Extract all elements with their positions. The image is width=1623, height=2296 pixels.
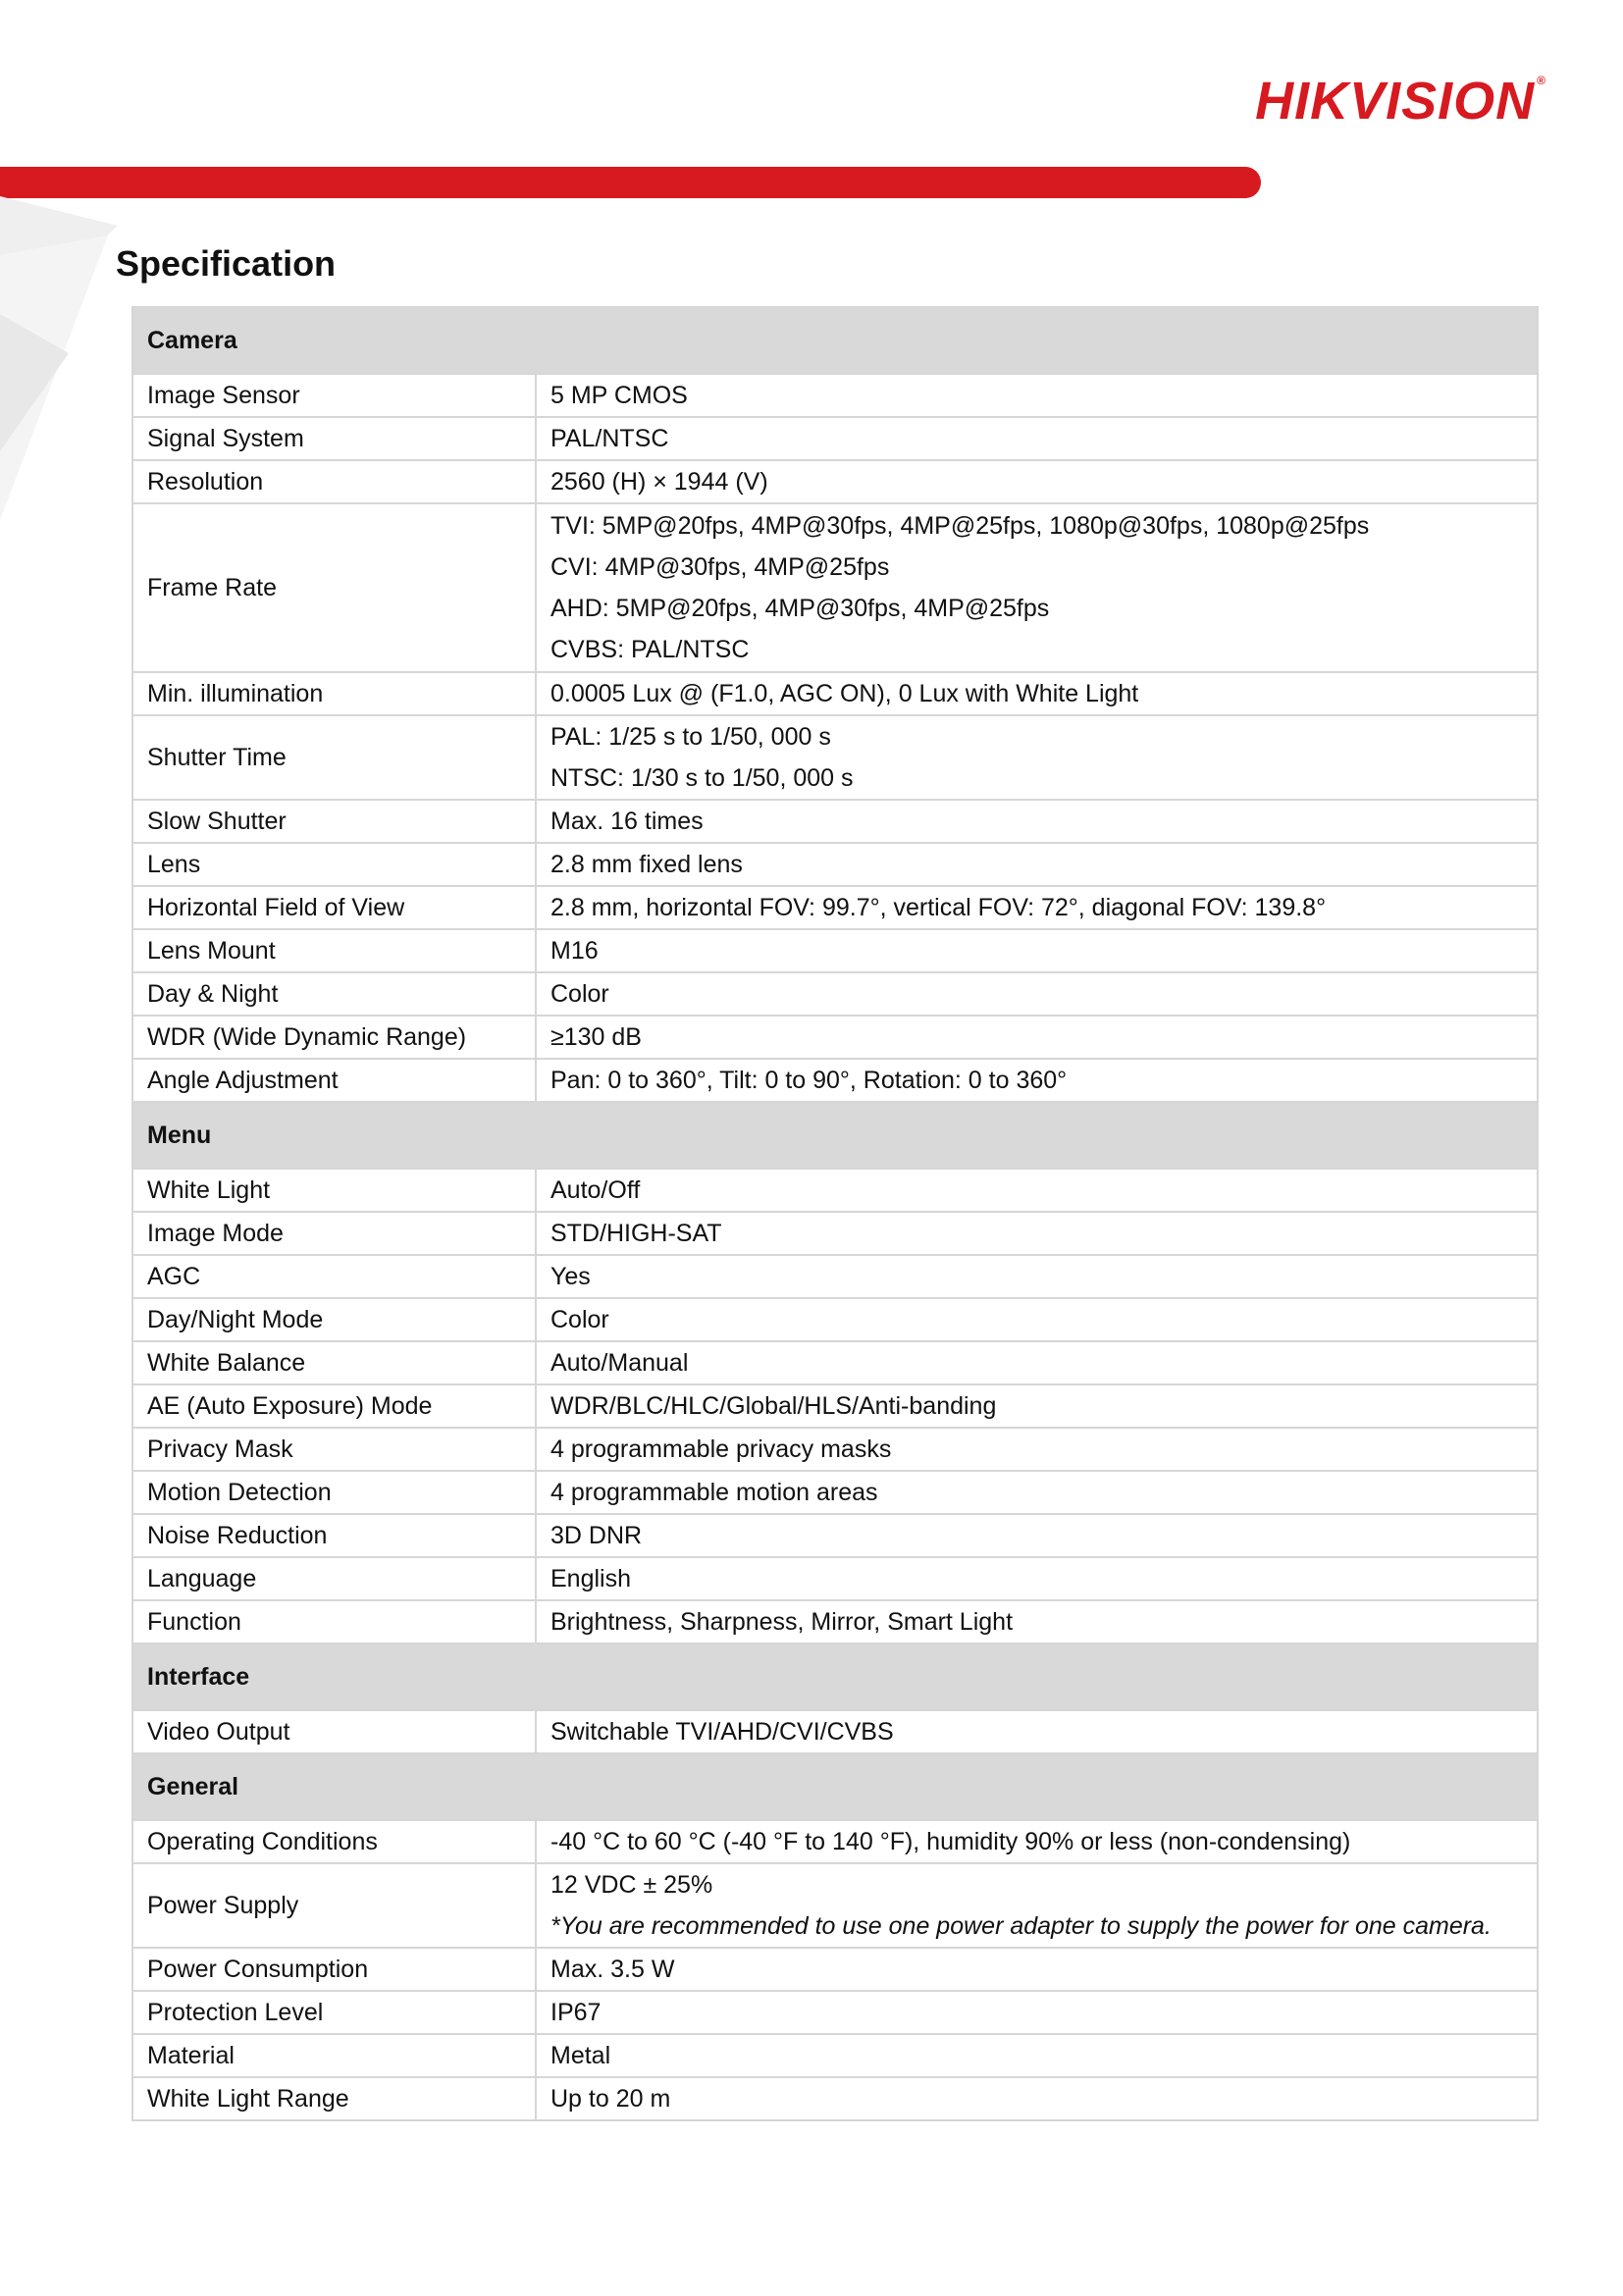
spec-key: AGC [132,1255,536,1298]
spec-key: Shutter Time [132,715,536,800]
section-header [132,1644,1538,1710]
spec-value: CVBS: PAL/NTSC [550,636,750,663]
registered-mark: ® [1537,74,1546,87]
spec-row [132,1341,1538,1384]
spec-value-cell [536,972,1538,1016]
spec-value: IP67 [550,1999,602,2026]
spec-row [132,715,1538,800]
section-title: General [132,1753,1538,1820]
spec-value-cell [536,1384,1538,1428]
spec-row [132,1384,1538,1428]
spec-value-cell [536,1471,1538,1514]
spec-value-cell [536,929,1538,972]
brand-logo-part2: VISION [1349,72,1536,130]
spec-key: Horizontal Field of View [132,886,536,929]
spec-value-cell [536,672,1538,715]
spec-value-cell [536,460,1538,503]
spec-value-cell [536,503,1538,672]
spec-value-cell [536,1991,1538,2034]
spec-value: 3D DNR [550,1522,643,1549]
spec-value: PAL/NTSC [550,425,669,452]
spec-key: Noise Reduction [132,1514,536,1557]
spec-value: PAL: 1/25 s to 1/50, 000 s [550,723,831,751]
spec-value: Auto/Manual [550,1349,689,1377]
spec-value-cell [536,1600,1538,1644]
spec-row [132,1820,1538,1863]
spec-value: STD/HIGH-SAT [550,1220,722,1247]
spec-key: Motion Detection [132,1471,536,1514]
spec-value: CVI: 4MP@30fps, 4MP@25fps [550,553,890,581]
spec-value: Auto/Off [550,1176,641,1204]
spec-value-cell [536,715,1538,800]
spec-key: Language [132,1557,536,1600]
spec-row [132,886,1538,929]
header-red-bar [0,167,1261,198]
spec-value-cell [536,1557,1538,1600]
spec-value-cell [536,886,1538,929]
spec-key: Signal System [132,417,536,460]
spec-key: AE (Auto Exposure) Mode [132,1384,536,1428]
spec-value-cell [536,1169,1538,1212]
spec-value: Color [550,1306,609,1333]
section-header [132,307,1538,374]
spec-key: White Light [132,1169,536,1212]
spec-value: Up to 20 m [550,2085,671,2113]
spec-key: White Balance [132,1341,536,1384]
spec-row [132,1471,1538,1514]
spec-value-cell [536,800,1538,843]
spec-value-cell [536,1341,1538,1384]
spec-key: Day & Night [132,972,536,1016]
spec-row [132,800,1538,843]
spec-value: Yes [550,1263,591,1290]
spec-key: Protection Level [132,1991,536,2034]
spec-value-cell [536,1298,1538,1341]
spec-value: 2.8 mm fixed lens [550,851,743,878]
spec-value: Max. 3.5 W [550,1956,675,1983]
spec-value: Color [550,980,609,1008]
spec-value: Pan: 0 to 360°, Tilt: 0 to 90°, Rotation: 0 to 360° [550,1067,1068,1094]
spec-value-cell [536,843,1538,886]
spec-value-cell [536,1514,1538,1557]
spec-value-cell [536,1255,1538,1298]
spec-key: Lens [132,843,536,886]
spec-row [132,2077,1538,2120]
spec-value: 0.0005 Lux @ (F1.0, AGC ON), 0 Lux with White Light [550,680,1139,707]
spec-value: WDR/BLC/HLC/Global/HLS/Anti-banding [550,1392,997,1420]
spec-key: Image Sensor [132,374,536,417]
spec-value: 4 programmable privacy masks [550,1435,892,1463]
spec-row [132,929,1538,972]
spec-value: 4 programmable motion areas [550,1479,878,1506]
spec-key: Frame Rate [132,503,536,672]
spec-row [132,1600,1538,1644]
spec-row [132,1255,1538,1298]
spec-row [132,460,1538,503]
spec-key: Power Supply [132,1863,536,1948]
spec-row [132,1169,1538,1212]
decorative-triangles [0,196,128,530]
spec-value: NTSC: 1/30 s to 1/50, 000 s [550,764,854,792]
spec-value-cell [536,1016,1538,1059]
spec-key: Privacy Mask [132,1428,536,1471]
section-header [132,1753,1538,1820]
spec-row [132,972,1538,1016]
spec-key: Min. illumination [132,672,536,715]
spec-key: Slow Shutter [132,800,536,843]
spec-value: Brightness, Sharpness, Mirror, Smart Light [550,1608,1014,1636]
spec-row [132,1991,1538,2034]
spec-row [132,1016,1538,1059]
spec-row [132,503,1538,672]
section-title: Interface [132,1644,1538,1710]
spec-row [132,1059,1538,1102]
spec-key: White Light Range [132,2077,536,2120]
spec-value: AHD: 5MP@20fps, 4MP@30fps, 4MP@25fps [550,595,1050,622]
spec-row [132,374,1538,417]
spec-row [132,1298,1538,1341]
spec-row [132,1428,1538,1471]
spec-key: Day/Night Mode [132,1298,536,1341]
spec-row [132,1212,1538,1255]
spec-row [132,672,1538,715]
spec-row [132,1948,1538,1991]
spec-value: 2.8 mm, horizontal FOV: 99.7°, vertical FOV: 72°, diagonal FOV: 139.8° [550,894,1327,921]
spec-value: TVI: 5MP@20fps, 4MP@30fps, 4MP@25fps, 1080p@30fps, 1080p@25fps [550,512,1370,540]
spec-row [132,1514,1538,1557]
spec-value: -40 °C to 60 °C (-40 °F to 140 °F), humidity 90% or less (non-condensing) [550,1828,1351,1855]
spec-value-cell [536,1710,1538,1753]
spec-value: Switchable TVI/AHD/CVI/CVBS [550,1718,894,1746]
spec-value-cell [536,374,1538,417]
section-header [132,1102,1538,1169]
section-title: Camera [132,307,1538,374]
spec-key: Operating Conditions [132,1820,536,1863]
spec-key: WDR (Wide Dynamic Range) [132,1016,536,1059]
spec-key: Video Output [132,1710,536,1753]
spec-value: 2560 (H) × 1944 (V) [550,468,768,496]
spec-key: Resolution [132,460,536,503]
spec-value: 5 MP CMOS [550,382,688,409]
spec-row [132,1863,1538,1948]
spec-value: English [550,1565,631,1592]
spec-row [132,1557,1538,1600]
spec-value: *You are recommended to use one power adapter to supply the power for one camera. [550,1912,1492,1940]
spec-table [131,306,1539,2121]
spec-value: Max. 16 times [550,808,704,835]
brand-logo [1255,72,1546,130]
section-title: Menu [132,1102,1538,1169]
spec-value-cell [536,2034,1538,2077]
spec-value-cell [536,1428,1538,1471]
brand-logo-part1: HIK [1255,72,1350,130]
spec-key: Lens Mount [132,929,536,972]
spec-value-cell [536,417,1538,460]
spec-value: Metal [550,2042,611,2069]
spec-key: Function [132,1600,536,1644]
spec-key: Power Consumption [132,1948,536,1991]
spec-value-cell [536,1863,1538,1948]
spec-row [132,2034,1538,2077]
page-title: Specification [116,243,337,284]
spec-key: Image Mode [132,1212,536,1255]
spec-row [132,417,1538,460]
spec-value-cell [536,1948,1538,1991]
spec-value-cell [536,2077,1538,2120]
spec-value: ≥130 dB [550,1023,642,1051]
spec-row [132,1710,1538,1753]
spec-value-cell [536,1212,1538,1255]
spec-key: Material [132,2034,536,2077]
spec-value: M16 [550,937,599,965]
spec-key: Angle Adjustment [132,1059,536,1102]
spec-value-cell [536,1059,1538,1102]
spec-row [132,843,1538,886]
spec-value: 12 VDC ± 25% [550,1871,713,1899]
spec-value-cell [536,1820,1538,1863]
